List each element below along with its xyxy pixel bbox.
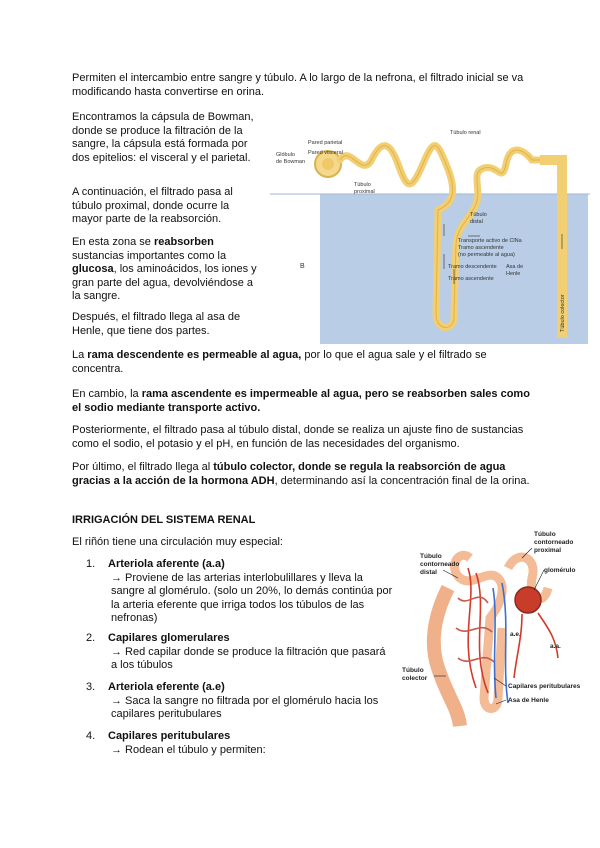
renal-circulation-diagram bbox=[398, 528, 596, 728]
label-tcd-3: distal bbox=[420, 569, 437, 576]
list-number: 3. bbox=[86, 681, 96, 693]
label-de-bowman: de Bowman bbox=[276, 159, 306, 165]
circulation-intro: El riñón tiene una circulación muy especial: bbox=[72, 536, 283, 548]
list-item-desc: → Red capilar donde se produce la filtración que pasará a los túbulos bbox=[111, 645, 386, 671]
intro-paragraph: Permiten el intercambio entre sangre y túbulo. A lo largo de la nefrona, el filtrado inicial se va modificando hasta convertirse en orina. bbox=[72, 72, 524, 98]
list-item bbox=[108, 558, 393, 626]
nephron-diagram bbox=[270, 124, 590, 344]
label-aa: a.a. bbox=[550, 643, 561, 650]
label-tramo-descendente: Tramo descendente bbox=[448, 264, 497, 270]
list-item-title: Capilares peritubulares bbox=[108, 730, 231, 742]
list-number: 4. bbox=[86, 730, 96, 742]
label-letter-b: B bbox=[300, 263, 305, 270]
list-item bbox=[108, 681, 393, 722]
label-glomerulo: glomérulo bbox=[544, 567, 576, 574]
label-transporte-3: (no permeable al agua) bbox=[458, 252, 515, 258]
reabsorption-paragraph: En esta zona se reabsorben sustancias importantes como la glucosa, los aminoácidos, los iones y gran parte del agua, devolviéndose a la sangre. bbox=[72, 236, 257, 302]
henle-paragraph: Después, el filtrado llega al asa de Henle, que tiene dos partes. bbox=[72, 311, 241, 337]
bowman-paragraph: Encontramos la cápsula de Bowman, donde se produce la filtración de la sangre, la cápsula está formada por dos epitelios: el visceral y el parietal. bbox=[72, 111, 254, 164]
list-item-title: Arteriola eferente (a.e) bbox=[108, 681, 225, 693]
label-tubulo-distal-1: Túbulo bbox=[470, 212, 487, 218]
collector-paragraph: Por último, el filtrado llega al túbulo colector, donde se regula la reabsorción de agua gracias a la acción de la hormona ADH, determinando así la concentración final de la orina. bbox=[72, 461, 530, 487]
label-tc-1: Túbulo bbox=[402, 667, 424, 674]
label-asa-henle: Asa de Henle bbox=[508, 697, 549, 704]
label-tc-2: colector bbox=[402, 675, 428, 682]
label-tubulo-proximal-1: Túbulo bbox=[354, 182, 371, 188]
label-tcp-2: contorneado bbox=[534, 539, 574, 546]
label-tramo-ascendente: Tramo ascendente bbox=[448, 276, 494, 282]
label-pared-parietal: Pared parietal bbox=[308, 140, 343, 146]
label-tubulo-distal-2: distal bbox=[470, 219, 483, 225]
label-capilares: Capilares peritubulares bbox=[508, 683, 581, 690]
list-number: 2. bbox=[86, 632, 96, 644]
distal-paragraph: Posteriormente, el filtrado pasa al túbulo distal, donde se realiza un ajuste fino de sustancias como el sodio, el potasio y el pH, en función de las necesidades del organismo. bbox=[72, 424, 524, 450]
glomerulus-shape bbox=[322, 158, 334, 170]
label-ae: a.e. bbox=[510, 631, 521, 638]
label-tcp-3: proximal bbox=[534, 547, 562, 554]
proximal-paragraph: A continuación, el filtrado pasa al túbulo proximal, donde ocurre la mayor parte de la reabsorción. bbox=[72, 186, 233, 225]
section-heading: IRRIGACIÓN DEL SISTEMA RENAL bbox=[72, 514, 256, 526]
label-asa-1: Asa de bbox=[506, 264, 524, 270]
list-item-desc: → Saca la sangre no filtrada por el glomérulo hacia los capilares peritubulares bbox=[111, 694, 379, 720]
label-tubulo-renal: Túbulo renal bbox=[450, 130, 481, 136]
label-pared-visceral: Pared visceral bbox=[308, 150, 343, 156]
list-number: 1. bbox=[86, 558, 96, 570]
glomerulus-shape bbox=[515, 587, 541, 613]
list-item-title: Capilares glomerulares bbox=[108, 632, 230, 644]
label-tubulo-proximal-2: proximal bbox=[354, 189, 375, 195]
label-colector: Túbulo colector bbox=[560, 294, 566, 332]
label-tcp-1: Túbulo bbox=[534, 531, 556, 538]
list-item bbox=[108, 730, 393, 757]
list-item bbox=[108, 632, 393, 673]
label-transporte-2: Tramo ascendente bbox=[458, 245, 504, 251]
label-tcd-2: contorneado bbox=[420, 561, 460, 568]
list-item-desc: → Rodean el túbulo y permiten: bbox=[111, 743, 266, 756]
descending-paragraph: La rama descendente es permeable al agua, por lo que el agua sale y el filtrado se concentra. bbox=[72, 349, 487, 375]
collecting-duct-shape bbox=[434, 588, 460, 726]
label-glomerulo: Glóbulo bbox=[276, 152, 295, 158]
label-tcd-1: Túbulo bbox=[420, 553, 442, 560]
list-item-desc: → Proviene de las arterias interlobulillares y lleva la sangre al glomérulo. (solo un 20%, lo demás continúa por la arteria eferente que irriga todos los túbulos de las nefronas) bbox=[111, 571, 393, 624]
ascending-paragraph: En cambio, la rama ascendente es impermeable al agua, pero se reabsorben sales como el sodio mediante transporte activo. bbox=[72, 388, 530, 414]
label-asa-2: Henle bbox=[506, 271, 521, 277]
list-item-title: Arteriola aferente (a.a) bbox=[108, 558, 225, 570]
label-transporte-1: Transporte activo de ClNa bbox=[458, 238, 522, 244]
